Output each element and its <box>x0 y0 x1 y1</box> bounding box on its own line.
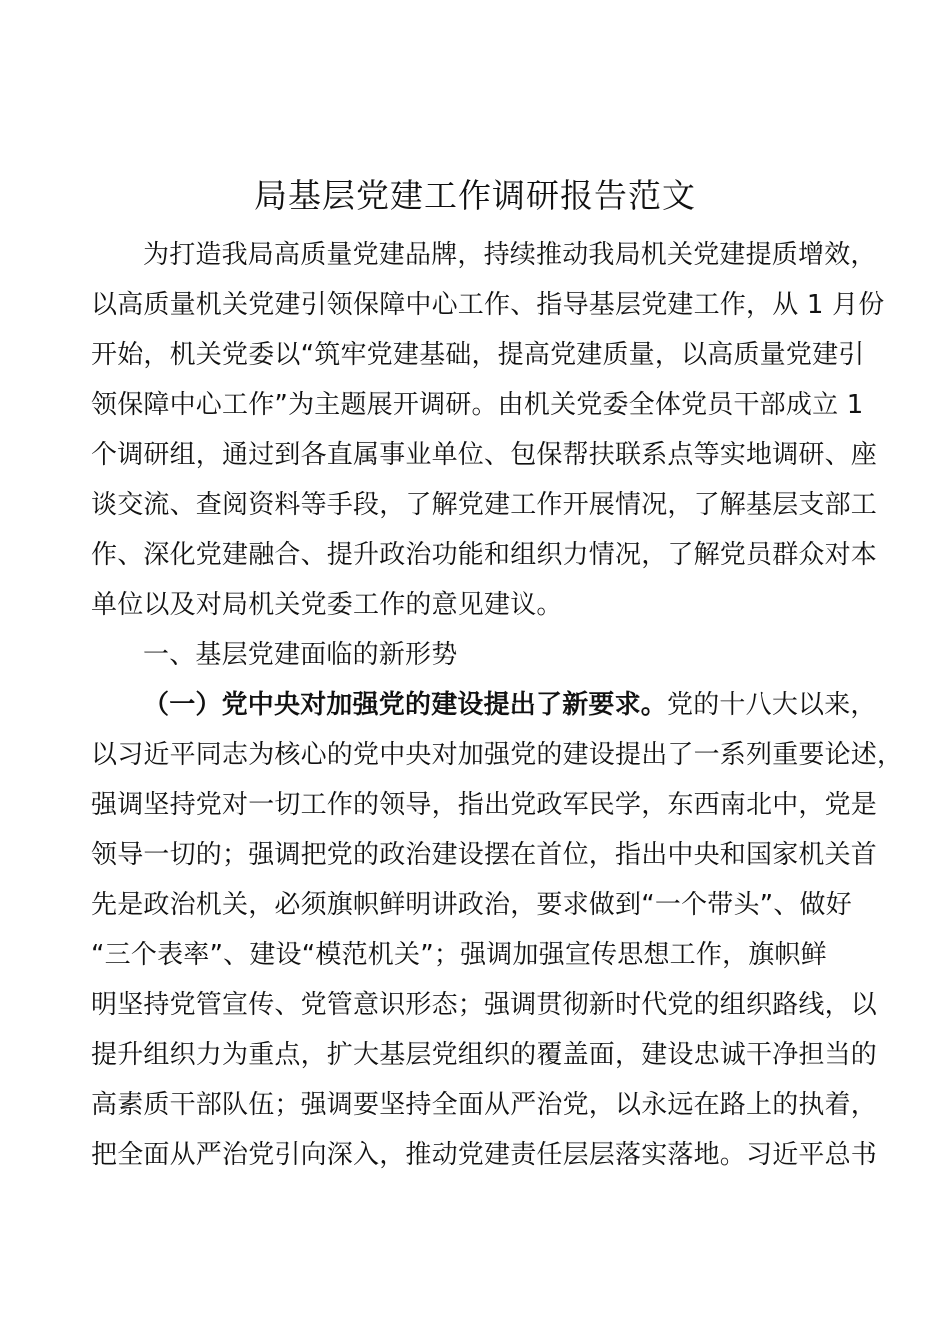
paragraph-line: 强调坚持党对一切工作的领导，指出党政军民学，东西南北中，党是 <box>91 790 878 820</box>
paragraph-line: 领保障中心工作”为主题展开调研。由机关党委全体党员干部成立 1 <box>91 390 864 420</box>
paragraph-line: 先是政治机关，必须旗帜鲜明讲政治，要求做到“一个带头”、做好 <box>91 890 852 920</box>
paragraph-line: 作、深化党建融合、提升政治功能和组织力情况，了解党员群众对本 <box>91 540 878 570</box>
paragraph-line: 把全面从严治党引向深入，推动党建责任层层落实落地。习近平总书 <box>91 1140 878 1170</box>
paragraph-line: 以习近平同志为核心的党中央对加强党的建设提出了一系列重要论述， <box>91 740 904 770</box>
subsection-heading: （一）党中央对加强党的建设提出了新要求。 <box>143 690 668 720</box>
document-title: 局基层党建工作调研报告范文 <box>254 176 696 215</box>
paragraph-line: 开始，机关党委以“筑牢党建基础，提高党建质量，以高质量党建引 <box>91 340 865 370</box>
paragraph-line: 提升组织力为重点，扩大基层党组织的覆盖面，建设忠诚干净担当的 <box>91 1040 878 1070</box>
subsection-first-line <box>143 680 877 730</box>
paragraph-line: 为打造我局高质量党建品牌，持续推动我局机关党建提质增效， <box>143 240 877 270</box>
paragraph-line: 单位以及对局机关党委工作的意见建议。 <box>91 590 563 620</box>
paragraph-line: “三个表率”、建设“模范机关”；强调加强宣传思想工作，旗帜鲜 <box>91 940 827 970</box>
paragraph-line: 个调研组，通过到各直属事业单位、包保帮扶联系点等实地调研、座 <box>91 440 878 470</box>
section-heading: 一、基层党建面临的新形势 <box>143 640 458 670</box>
subsection-text: 党的十八大以来， <box>667 690 877 720</box>
paragraph-line: 明坚持党管宣传、党管意识形态；强调贯彻新时代党的组织路线，以 <box>91 990 878 1020</box>
paragraph-line: 高素质干部队伍；强调要坚持全面从严治党，以永远在路上的执着， <box>91 1090 878 1120</box>
paragraph-line: 领导一切的；强调把党的政治建设摆在首位，指出中央和国家机关首 <box>91 840 878 870</box>
paragraph-line: 以高质量机关党建引领保障中心工作、指导基层党建工作，从 1 月份 <box>91 290 885 320</box>
paragraph-line: 谈交流、查阅资料等手段，了解党建工作开展情况，了解基层支部工 <box>91 490 878 520</box>
